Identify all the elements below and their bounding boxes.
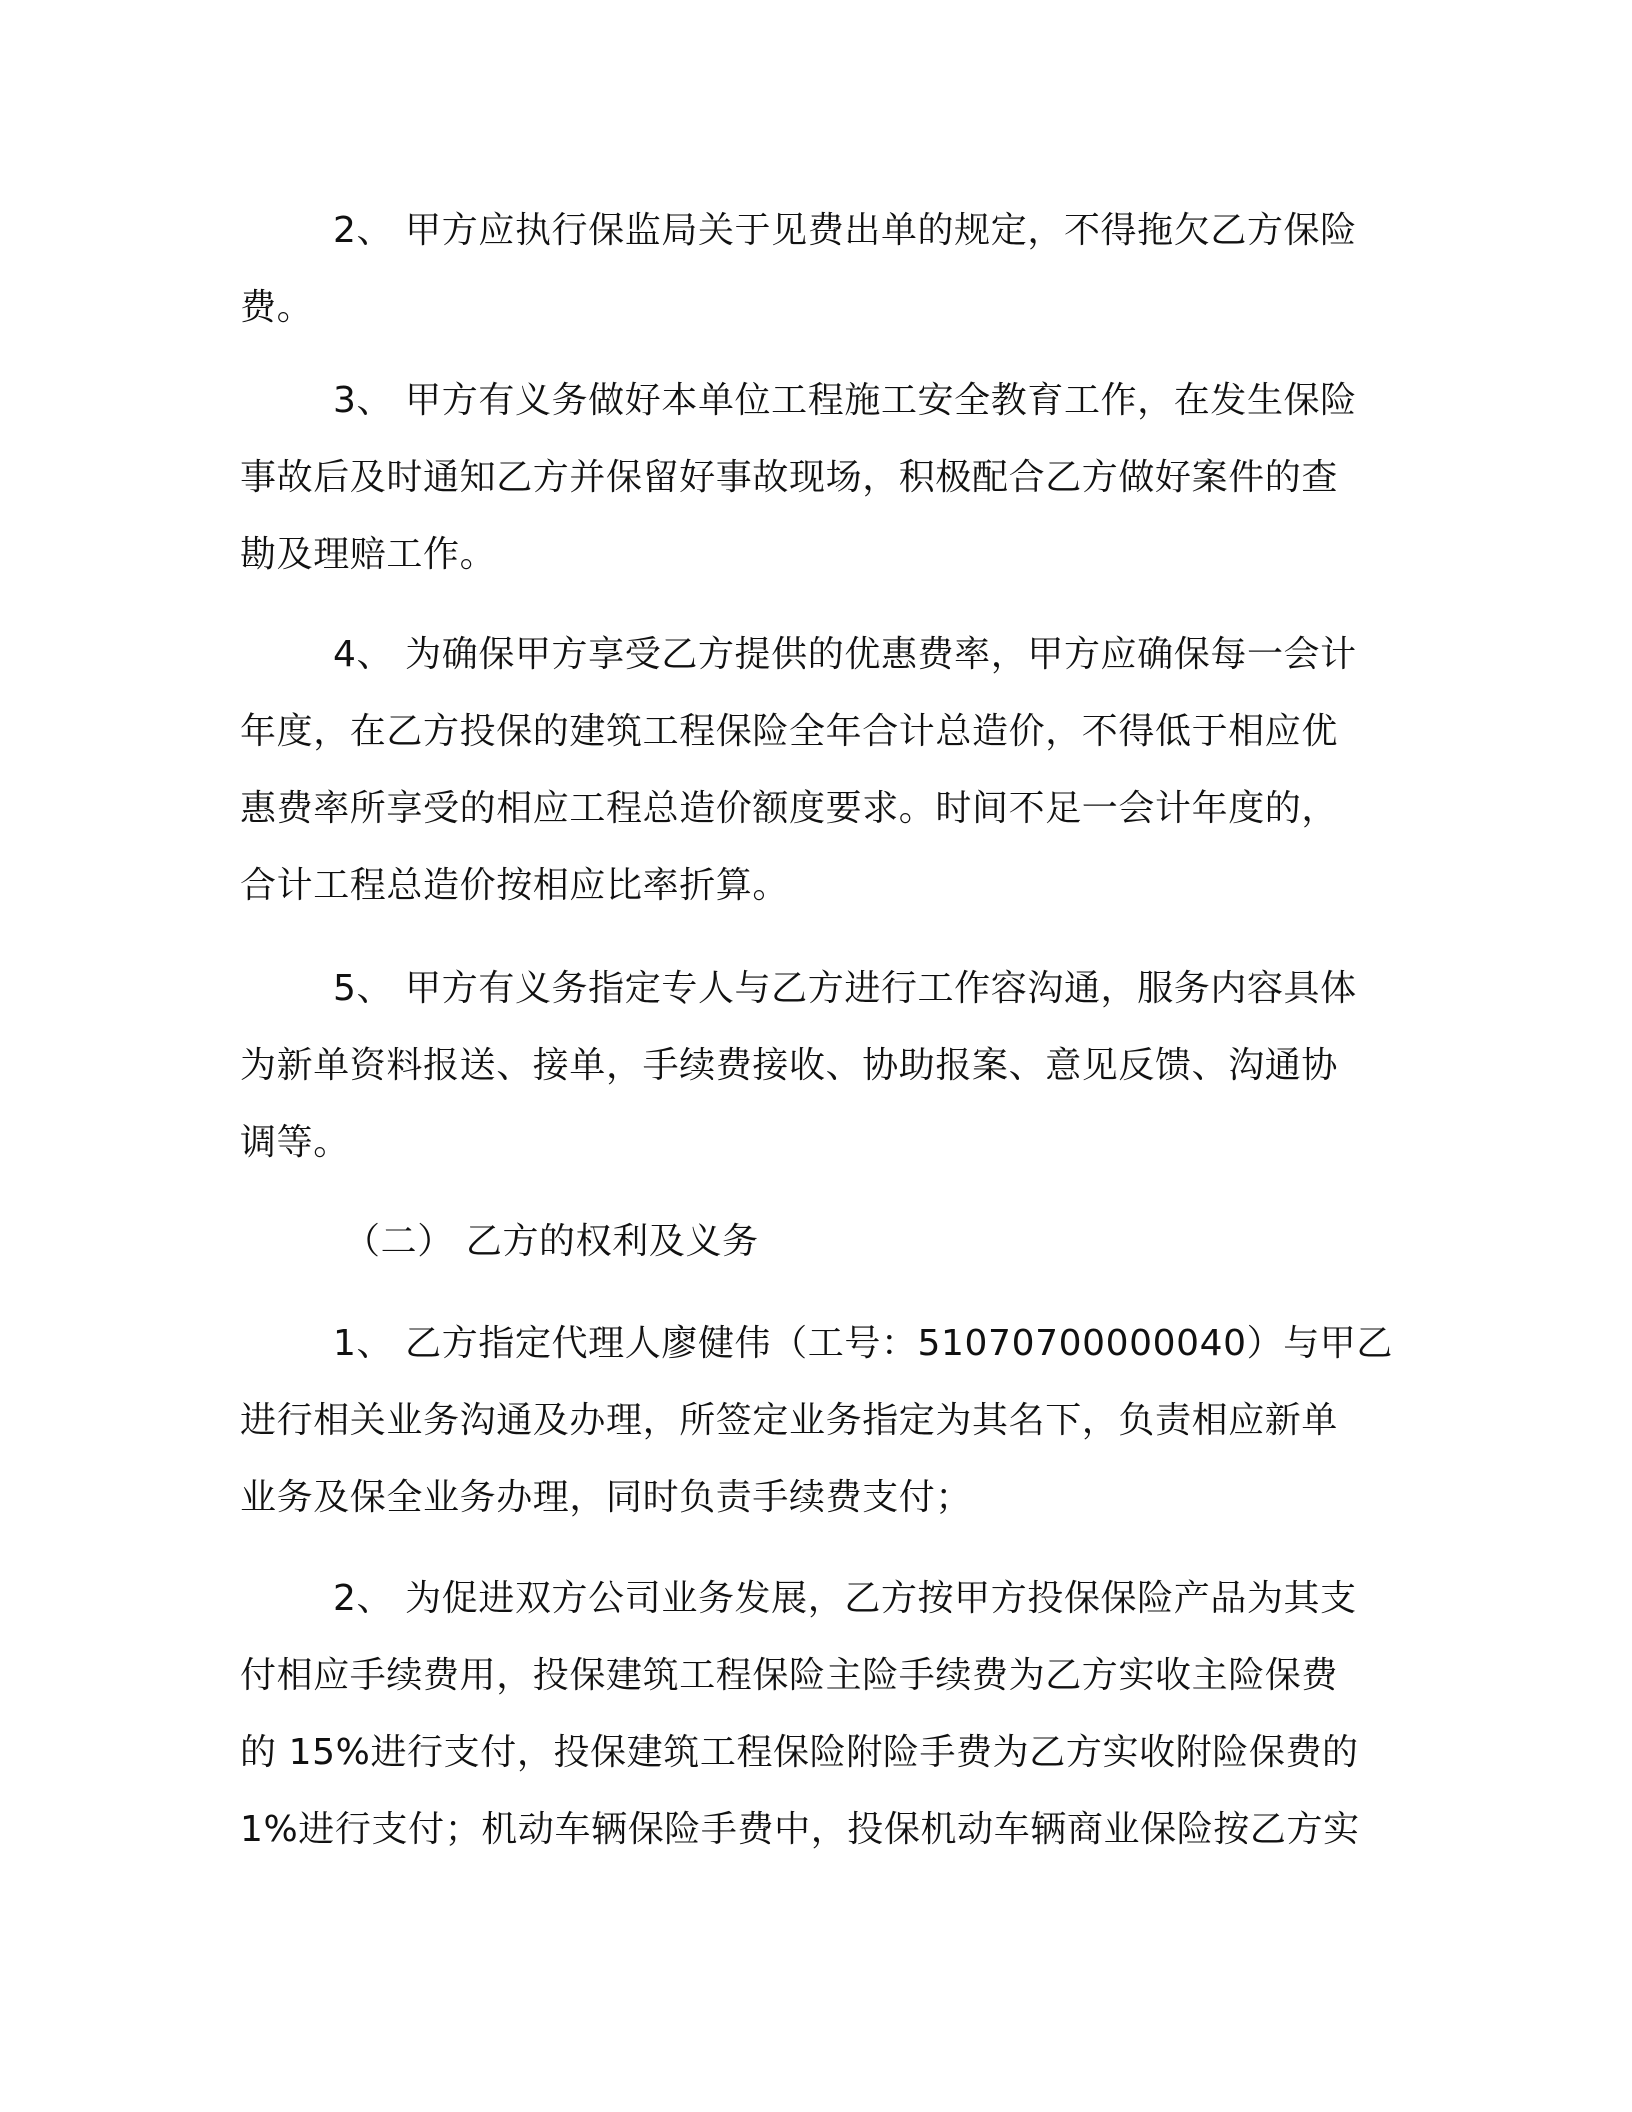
text-line: 3、 甲方有义务做好本单位工程施工安全教育工作，在发生保险 bbox=[333, 380, 1357, 421]
text-line: 惠费率所享受的相应工程总造价额度要求。时间不足一会计年度的， bbox=[240, 788, 1339, 829]
paragraph-party-a-item-2 bbox=[240, 192, 1380, 346]
text-line: 业务及保全业务办理，同时负责手续费支付； bbox=[240, 1477, 973, 1518]
paragraph-party-b-item-1 bbox=[240, 1305, 1394, 1536]
text-line: 调等。 bbox=[240, 1122, 350, 1163]
text-line: 5、 甲方有义务指定专人与乙方进行工作容沟通，服务内容具体 bbox=[333, 968, 1357, 1009]
text-line: 1、 乙方指定代理人廖健伟（工号：51070700000040）与甲乙 bbox=[333, 1323, 1394, 1364]
text-line: 进行相关业务沟通及办理，所签定业务指定为其名下，负责相应新单 bbox=[240, 1400, 1339, 1441]
paragraph-party-a-item-4 bbox=[240, 616, 1380, 924]
text-line: 事故后及时通知乙方并保留好事故现场，积极配合乙方做好案件的查 bbox=[240, 457, 1339, 498]
text-line: 为新单资料报送、接单，手续费接收、协助报案、意见反馈、沟通协 bbox=[240, 1045, 1339, 1086]
paragraph-party-a-item-5 bbox=[240, 950, 1380, 1181]
text-line: 2、 为促进双方公司业务发展，乙方按甲方投保保险产品为其支 bbox=[333, 1578, 1357, 1619]
text-line: 付相应手续费用，投保建筑工程保险主险手续费为乙方实收主险保费 bbox=[240, 1655, 1339, 1696]
text-line: 费。 bbox=[240, 287, 314, 328]
heading-line: （二） 乙方的权利及义务 bbox=[344, 1221, 759, 1262]
text-line: 4、 为确保甲方享受乙方提供的优惠费率，甲方应确保每一会计 bbox=[333, 634, 1357, 675]
paragraph-party-a-item-3 bbox=[240, 362, 1380, 593]
text-line: 勘及理赔工作。 bbox=[240, 534, 497, 575]
text-line: 1%进行支付；机动车辆保险手费中，投保机动车辆商业保险按乙方实 bbox=[240, 1809, 1360, 1850]
paragraph-party-b-item-2 bbox=[240, 1560, 1380, 1868]
section-heading-party-b bbox=[240, 1203, 1380, 1280]
text-line: 年度，在乙方投保的建筑工程保险全年合计总造价，不得低于相应优 bbox=[240, 711, 1339, 752]
text-line: 的 15%进行支付，投保建筑工程保险附险手费为乙方实收附险保费的 bbox=[240, 1732, 1359, 1773]
text-line: 合计工程总造价按相应比率折算。 bbox=[240, 865, 790, 906]
text-line: 2、 甲方应执行保监局关于见费出单的规定，不得拖欠乙方保险 bbox=[333, 210, 1357, 251]
